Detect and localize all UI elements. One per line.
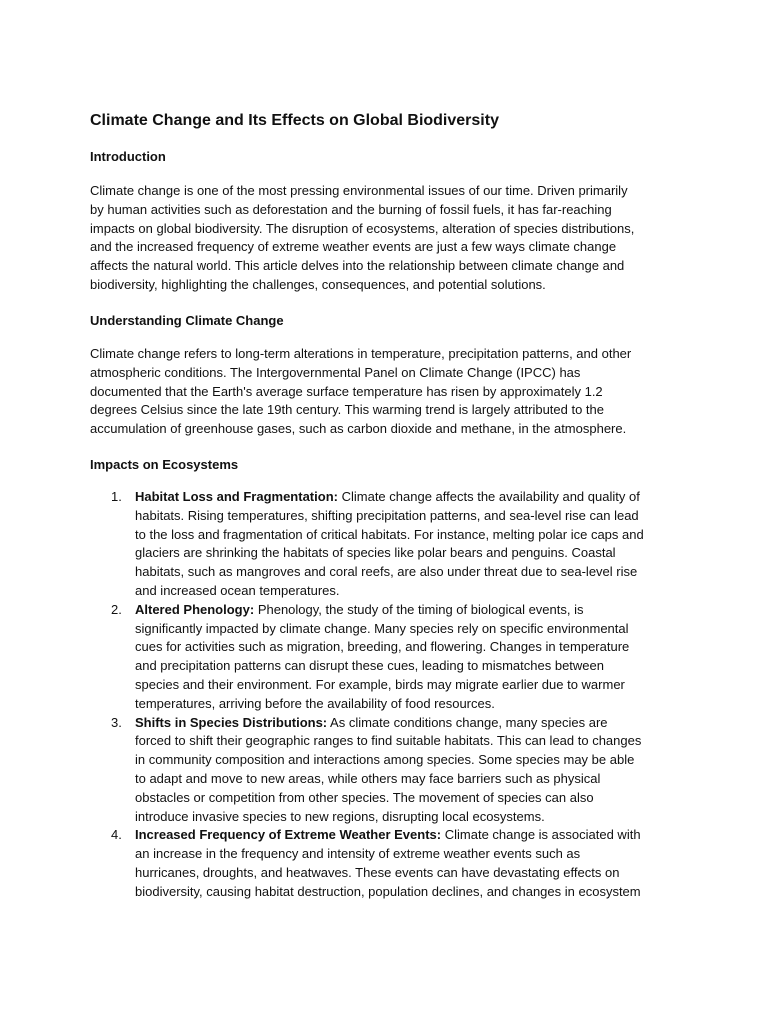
list-number: 2. bbox=[111, 601, 122, 617]
list-item-line: to the loss and fragmentation of critical habitats. For instance, melting polar ice caps and bbox=[135, 526, 644, 542]
paragraph-line: Climate change refers to long-term alterations in temperature, precipitation patterns, and other bbox=[90, 346, 632, 361]
list-item-line: species and their environment. For example, birds may migrate earlier due to warmer bbox=[135, 676, 625, 692]
list-item-line: and increased ocean temperatures. bbox=[135, 582, 340, 598]
list-item-line: glaciers are shrinking the habitats of species like polar bears and penguins. Coastal bbox=[135, 545, 616, 561]
list-item-line: forced to shift their geographic ranges to find suitable habitats. This can lead to changes bbox=[135, 733, 642, 749]
list-item-first-line bbox=[135, 601, 690, 620]
impacts-list bbox=[90, 488, 690, 902]
list-item-title: Shifts in Species Distributions: bbox=[135, 714, 328, 730]
paragraph-line: by human activities such as deforestation and the burning of fossil fuels, it has far-reaching bbox=[90, 201, 612, 217]
list-item-line: cues for activities such as migration, breeding, and flowering. Changes in temperature bbox=[135, 639, 630, 655]
list-item-title: Increased Frequency of Extreme Weather Events: bbox=[135, 827, 442, 843]
list-item-first-line bbox=[135, 488, 690, 507]
section-heading-impacts-on-ecosystems: Impacts on Ecosystems bbox=[90, 457, 239, 472]
list-number: 4. bbox=[111, 827, 122, 843]
list-item-line: obstacles or competition from other species. The movement of species can also bbox=[135, 789, 594, 805]
list-item-text: As climate conditions change, many species are bbox=[330, 714, 608, 730]
list-item-line: habitats. Rising temperatures, shifting precipitation patterns, and sea-level rise can lead bbox=[135, 507, 639, 523]
understanding-climate-change-paragraph bbox=[90, 345, 674, 439]
document-title: Climate Change and Its Effects on Global Biodiversity bbox=[90, 112, 499, 129]
paragraph-line: degrees Celsius since the late 19th century. This warming trend is largely attributed to the bbox=[90, 402, 605, 418]
list-item-line: temperatures, arriving before the availability of food resources. bbox=[135, 695, 495, 711]
list-item-line: significantly impacted by climate change. Many species rely on specific environmental bbox=[135, 620, 629, 636]
list-number: 1. bbox=[111, 489, 122, 504]
list-item-text: Climate change affects the availability and quality of bbox=[341, 489, 640, 504]
list-item-line: hurricanes, droughts, and heatwaves. These events can have devastating effects on bbox=[135, 864, 620, 880]
introduction-paragraph bbox=[90, 182, 674, 295]
list-item bbox=[90, 488, 690, 601]
list-item bbox=[90, 826, 690, 901]
list-item bbox=[90, 714, 690, 827]
paragraph-line: biodiversity, highlighting the challenges, consequences, and potential solutions. bbox=[90, 276, 546, 292]
section-heading-introduction: Introduction bbox=[90, 149, 166, 164]
list-item-line: an increase in the frequency and intensity of extreme weather events such as bbox=[135, 846, 581, 862]
list-item-line: habitats, such as mangroves and coral reefs, are also under threat due to sea-level rise bbox=[135, 564, 638, 580]
section-heading-understanding-climate-change: Understanding Climate Change bbox=[90, 313, 284, 328]
list-item-line: to adapt and move to new areas, while others may face barriers such as physical bbox=[135, 770, 601, 786]
list-item-first-line bbox=[135, 714, 690, 733]
paragraph-line: atmospheric conditions. The Intergovernmental Panel on Climate Change (IPCC) has bbox=[90, 364, 581, 380]
list-item-line: and precipitation patterns can disrupt these cues, leading to mismatches between bbox=[135, 658, 604, 674]
paragraph-line: documented that the Earth's average surface temperature has risen by approximately 1.2 bbox=[90, 383, 603, 399]
list-item-text: Climate change is associated with bbox=[444, 827, 641, 843]
paragraph-line: affects the natural world. This article delves into the relationship between climate change and bbox=[90, 258, 625, 274]
list-item-line: in community composition and interactions among species. Some species may be able bbox=[135, 752, 635, 768]
list-number: 3. bbox=[111, 714, 122, 730]
list-item-first-line bbox=[135, 826, 690, 845]
paragraph-line: Climate change is one of the most pressing environmental issues of our time. Driven primarily bbox=[90, 183, 628, 198]
list-item-line: biodiversity, causing habitat destruction, population declines, and changes in ecosystem bbox=[135, 883, 641, 899]
list-item-title: Habitat Loss and Fragmentation: bbox=[135, 489, 338, 504]
list-item-text: Phenology, the study of the timing of biological events, is bbox=[257, 601, 584, 617]
paragraph-line: accumulation of greenhouse gases, such as carbon dioxide and methane, in the atmosphere. bbox=[90, 421, 627, 437]
list-item-line: introduce invasive species to new regions, disrupting local ecosystems. bbox=[135, 808, 545, 824]
paragraph-line: impacts on global biodiversity. The disruption of ecosystems, alteration of species distributions, bbox=[90, 220, 635, 236]
paragraph-line: and the increased frequency of extreme weather events are just a few ways climate change bbox=[90, 239, 617, 255]
list-item-title: Altered Phenology: bbox=[135, 601, 255, 617]
list-item bbox=[90, 601, 690, 714]
